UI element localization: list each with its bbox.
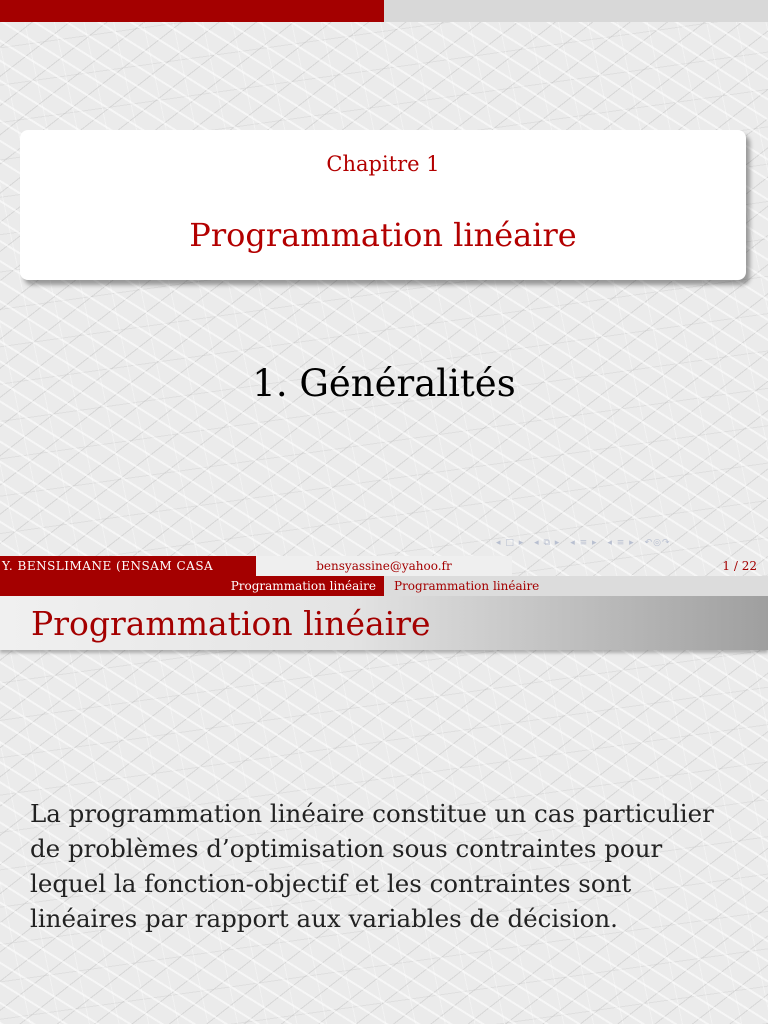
headline-subsection[interactable] [384,576,768,596]
body-line: La programmation linéaire constitue un cas particulier [30,799,714,828]
page-number: 1 / 22 [722,559,757,573]
chapter-label: Chapitre 1 [326,152,440,176]
body-line: lequel la fonction-objectif et les contraintes sont [30,869,632,898]
title-box [20,130,746,280]
footer-page-box [512,556,768,578]
frame-title-bar [0,594,768,650]
nav-prev-frame-icon[interactable]: ◂ ⧉ ▸ [534,538,561,548]
footer-email: bensyassine@yahoo.fr [316,559,452,573]
body-line: linéaires par rapport aux variables de décision. [30,904,618,933]
nav-back-icon[interactable]: ↶◎↷ [644,538,671,548]
headline-section[interactable] [0,576,384,596]
footer-author-box [0,556,256,578]
progress-bar [0,0,768,22]
body-text [30,796,750,936]
content-slide [0,594,768,1024]
section-title: 1. Généralités [252,362,516,405]
navigation-symbols [496,538,677,548]
footer-author: Y. BENSLIMANE (ENSAM CASA [2,559,214,573]
headline-bar [0,576,768,596]
footer-bar [0,556,768,578]
nav-next-section-icon[interactable]: ◂ ≡ ▸ [607,538,635,548]
presentation-title: Programmation linéaire [189,216,577,254]
headline-section-label: Programmation linéaire [230,579,376,593]
nav-prev-section-icon[interactable]: ◂ ≡ ▸ [570,538,598,548]
nav-first-icon[interactable]: ◂ □ ▸ [496,538,525,548]
body-line: de problèmes d’optimisation sous contraintes pour [30,834,663,863]
headline-subsection-label: Programmation linéaire [394,579,540,593]
progress-bar-fill [0,0,384,22]
footer-email-box [256,556,512,578]
frame-title: Programmation linéaire [31,604,431,643]
